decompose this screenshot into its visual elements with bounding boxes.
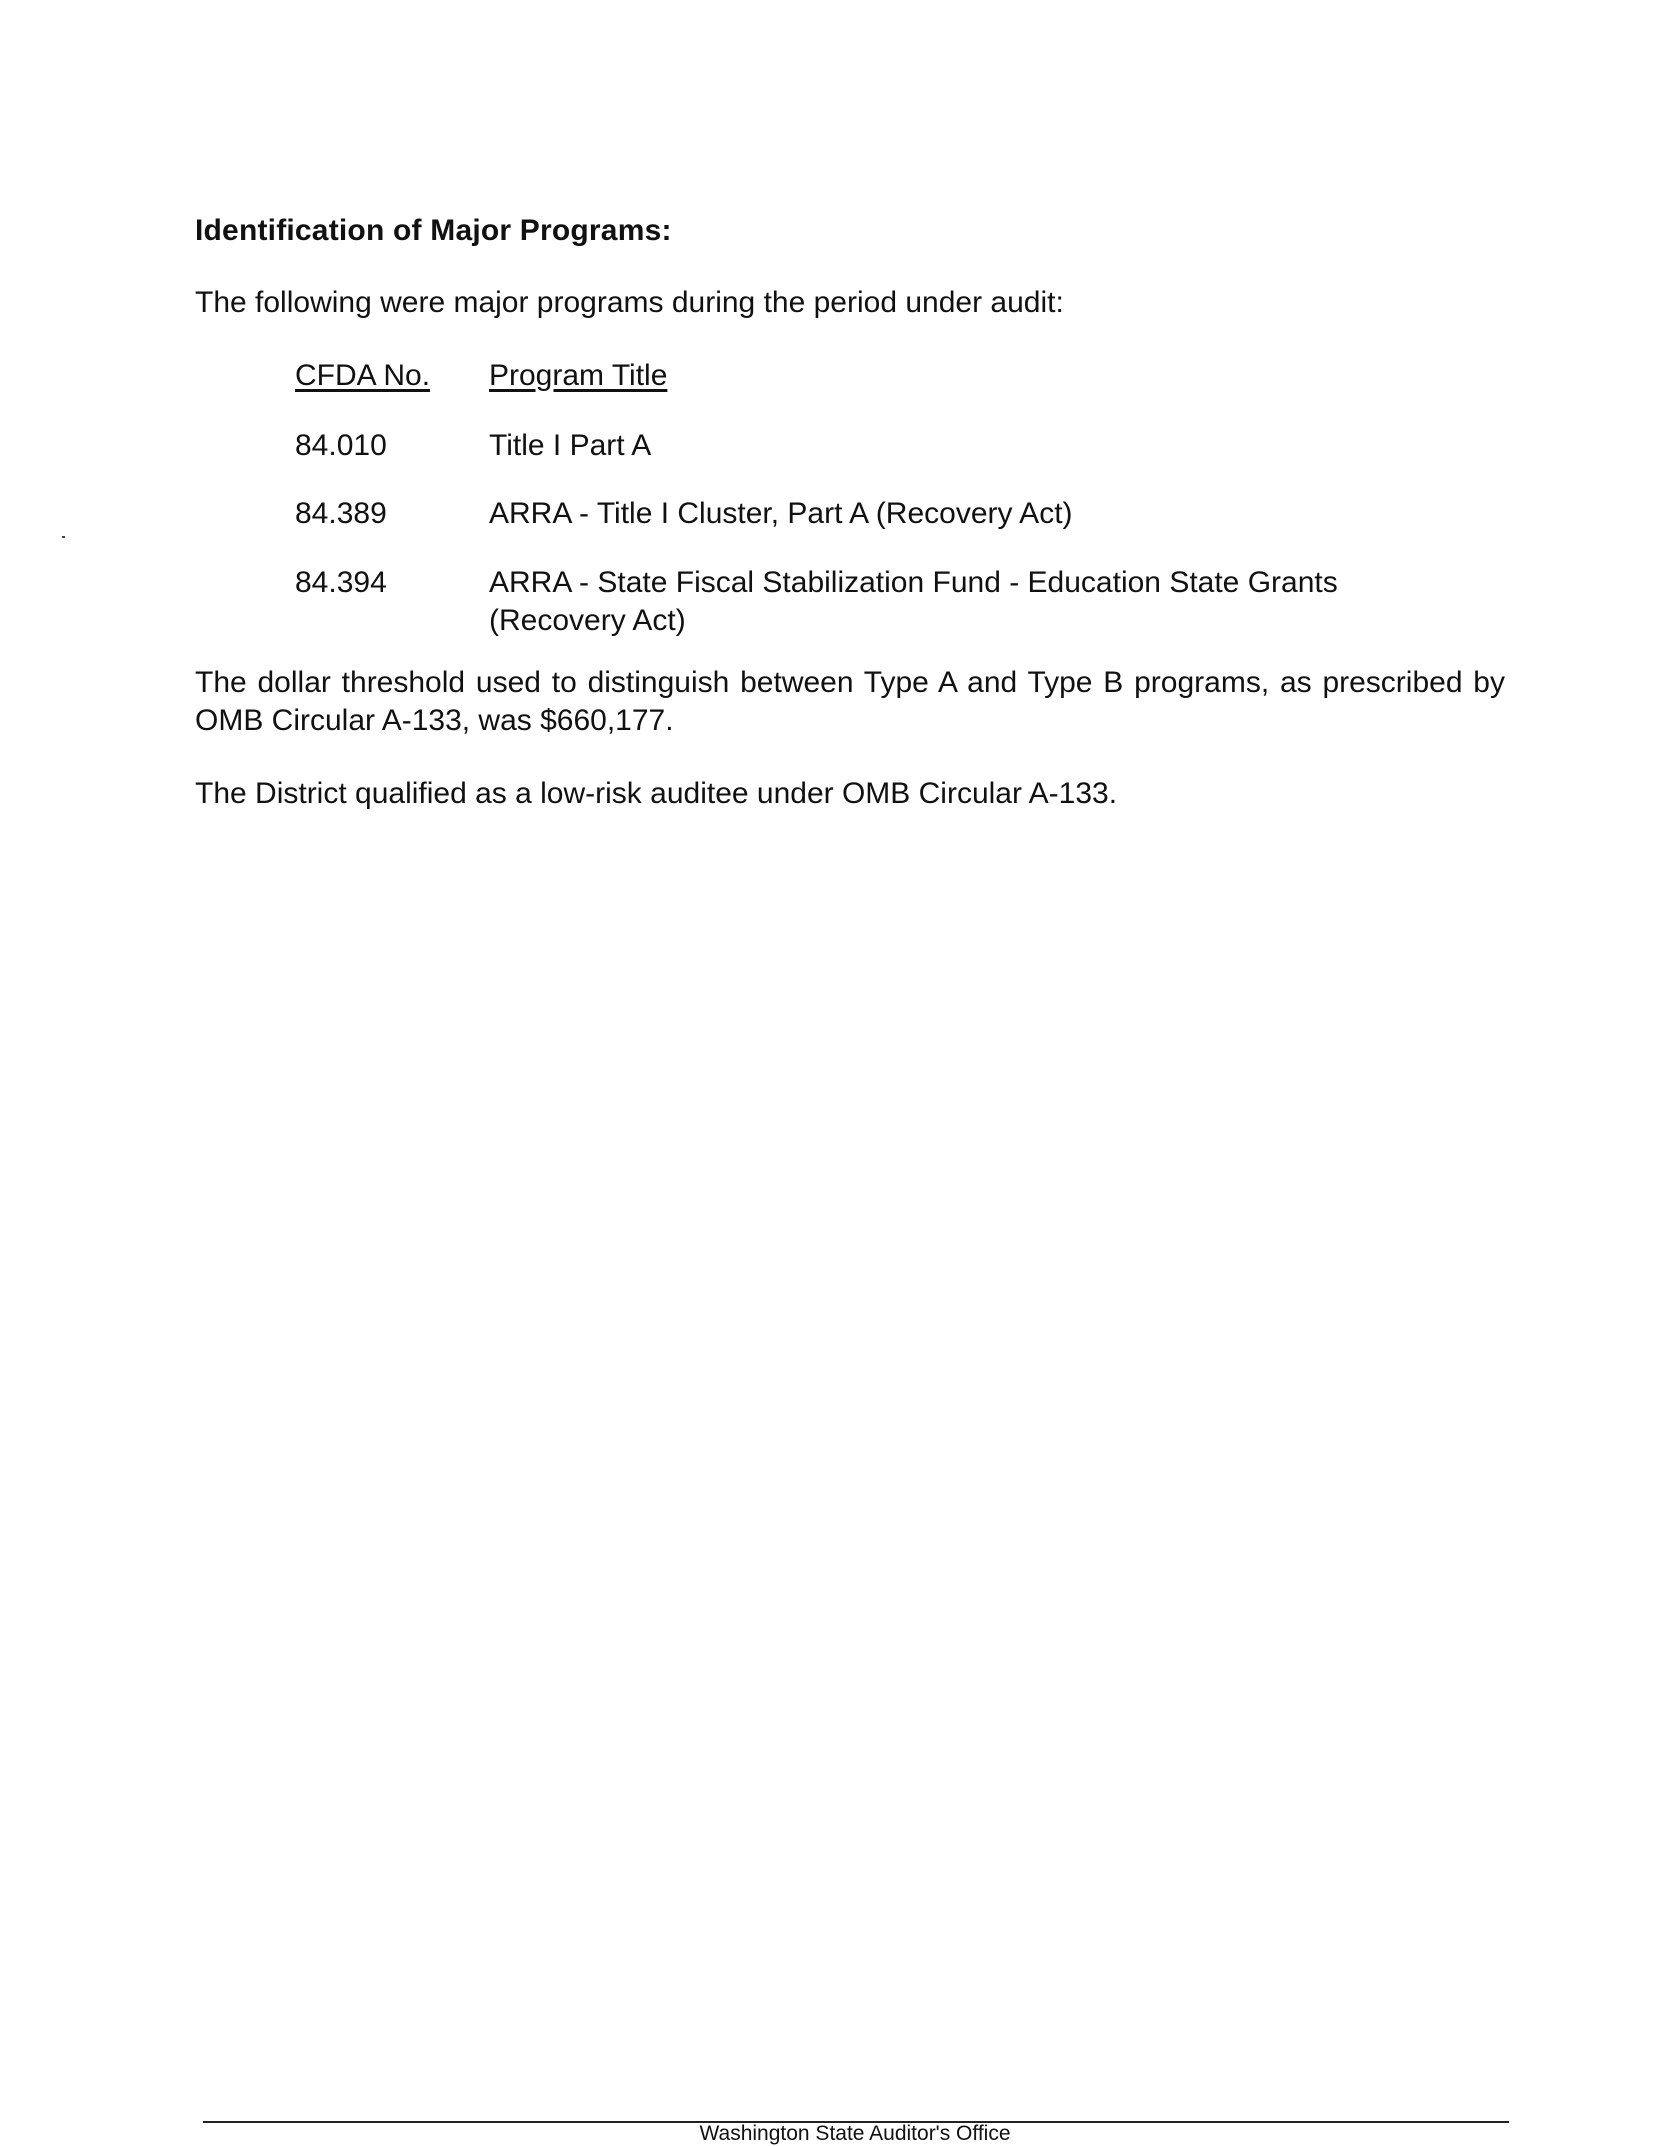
row-program-title: Title I Part A xyxy=(489,429,652,462)
threshold-paragraph: The dollar threshold used to distinguish between Type A and Type B programs, as prescribed by OMB Circular A-133, was $660,177. xyxy=(195,666,1505,737)
risk-paragraph: The District qualified as a low-risk auditee under OMB Circular A-133. xyxy=(195,777,1118,810)
row-cfda-no: 84.010 xyxy=(295,429,387,462)
row-program-title: ARRA - State Fiscal Stabilization Fund - Education State Grants (Recovery Act) xyxy=(489,566,1338,637)
footer-auditor-office: Washington State Auditor's Office xyxy=(699,2122,1011,2145)
scan-speck xyxy=(62,536,65,538)
row-cfda-no: 84.389 xyxy=(295,497,387,530)
header-program-title: Program Title xyxy=(489,359,668,392)
section-heading: Identification of Major Programs: xyxy=(195,214,672,247)
header-cfda-no: CFDA No. xyxy=(295,359,431,392)
row-cfda-no: 84.394 xyxy=(295,566,387,599)
row-program-title: ARRA - Title I Cluster, Part A (Recovery Act) xyxy=(489,497,1073,530)
intro-paragraph: The following were major programs during the period under audit: xyxy=(195,286,1064,319)
